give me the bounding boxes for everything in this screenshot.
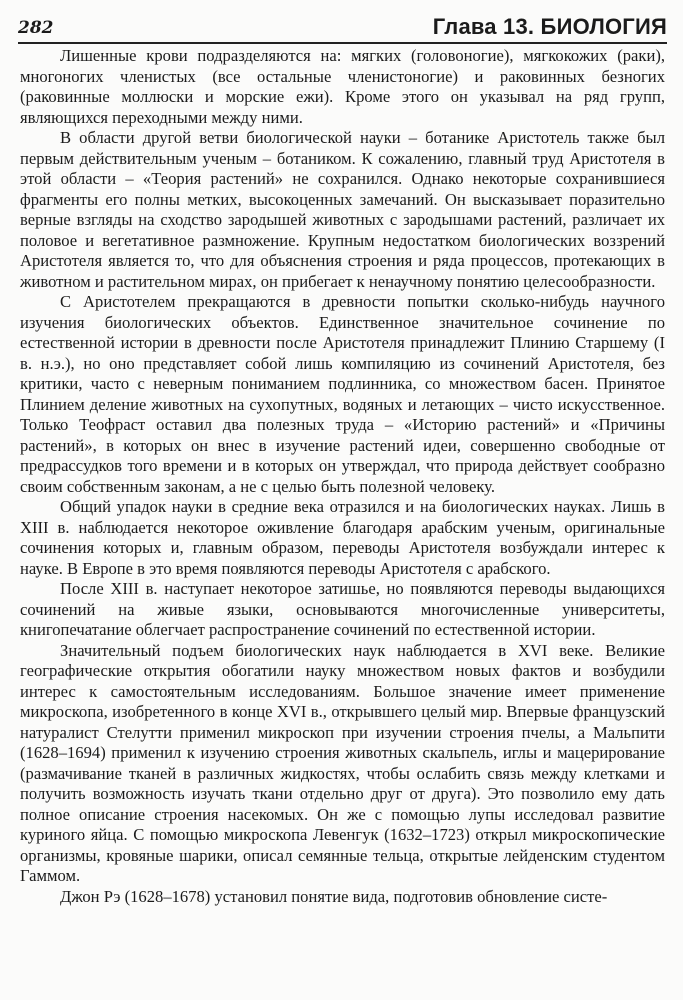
chapter-title: Глава 13. БИОЛОГИЯ bbox=[432, 14, 667, 39]
page-number: 282 bbox=[18, 18, 54, 38]
paragraph: После XIII в. наступает некоторое затишье, но появляются переводы выдающихся сочинений на живые языки, основываются многочисленные университеты, книгопечатание облегчает распространение сочинений по естественной истории. bbox=[20, 579, 665, 639]
paragraph: В области другой ветви биологической науки – ботанике Аристотель также был первым действительным ученым – ботаником. К сожалению, главный труд Аристотеля в этой области – «Теория растений» не сохранился. Однако некоторые сохранившиеся фрагменты его полны метких, высокоценных замечаний. Он высказывает поразительно верные взгляды на сходство зародышей животных с зародышами растений, различает их половое и вегетативное размножение. Крупным недостатком биологических воззрений Аристотеля является то, что для объяснения строения и ряда процессов, протекающих в животном и растительном мирах, он прибегает к ненаучному понятию целесообразности. bbox=[20, 128, 665, 291]
paragraph: С Аристотелем прекращаются в древности попытки сколько-нибудь научного изучения биологических объектов. Единственное значительное сочинение по естественной истории в древности после Аристотеля принадлежит Плинию Старшему (I в. н.э.), но оно представляет собой лишь компиляцию из сочинений Аристотеля, без критики, часто с неверным пониманием подлинника, со множеством басен. Принятое Плинием деление животных на сухопутных, водяных и летающих – чисто искусственное. Только Теофраст оставил два полезных труда – «Историю растений» и «Причины растений», в которых он внес в изучение растений идеи, совершенно свободные от предрассудков того времени и в которых он утверждал, что природа действует сообразно своим собственным законам, а не с целью быть полезной человеку. bbox=[20, 292, 665, 496]
body-text bbox=[20, 46, 665, 907]
paragraph: Общий упадок науки в средние века отразился и на биологических науках. Лишь в XIII в. наблюдается некоторое оживление благодаря арабским ученым, оригинальные сочинения которых и, главным образом, переводы Аристотеля возбуждали интерес к науке. В Европе в это время появляются переводы Аристотеля с арабского. bbox=[20, 497, 665, 578]
paragraph: Значительный подъем биологических наук наблюдается в XVI веке. Великие географические открытия обогатили науку множеством новых фактов и возбудили интерес к самостоятельным исследованиям. Большое значение имеет применение микроскопа, изобретенного в конце XVI в., открывшего целый мир. Впервые французский натуралист Стелутти применил микроскоп при изучении строения пчелы, а Мальпити (1628–1694) применил к изучению строения животных скальпель, иглы и мацерирование (размачивание тканей в различных жидкостях, чтобы ослабить связь между клетками и получить возможность изучать ткани отдельно друг от друга). Это позволило ему дать полное описание строения насекомых. Он же с помощью лупы исследовал развитие куриного яйца. С помощью микроскопа Левенгук (1632–1723) открыл микроскопические организмы, кровяные шарики, описал семянные тельца, открытые лейденским студентом Гаммом. bbox=[20, 640, 665, 885]
page-header bbox=[18, 12, 667, 44]
paragraph: Джон Рэ (1628–1678) установил понятие вида, подготовив обновление систе- bbox=[60, 886, 608, 906]
paragraph: Лишенные крови подразделяются на: мягких (головоногие), мягкокожих (раки), многоногих членистых (все остальные членистоногие) и раковинных безногих (раковинные моллюски и морские ежи). Кроме этого он указывал на ряд групп, являющихся переходными между ними. bbox=[20, 46, 665, 127]
